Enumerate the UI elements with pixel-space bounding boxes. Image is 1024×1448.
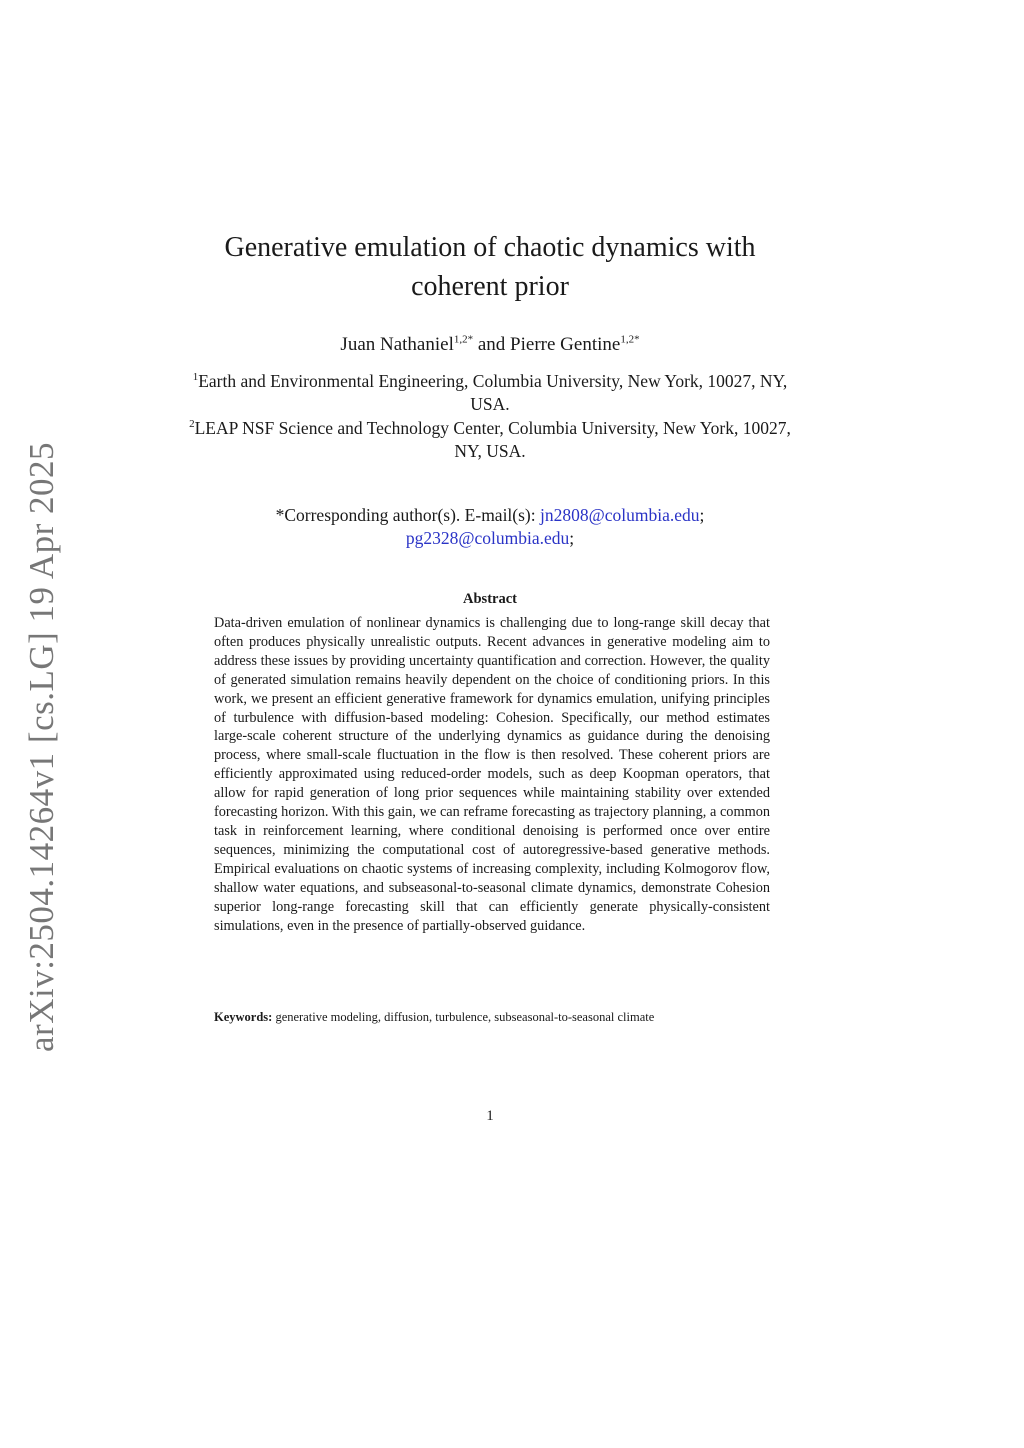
- corresponding-author: [180, 504, 800, 550]
- affiliation-mark: 2: [189, 418, 195, 431]
- author-name: Juan Nathaniel: [340, 334, 454, 355]
- abstract-heading: Abstract: [463, 591, 517, 607]
- abstract-body: Data-driven emulation of nonlinear dynamics is challenging due to long-range skill decay that often produces physically unrealistic outputs. Recent advances in generative modeling aim to address these issues by providing uncertainty quantification and correction. However, the quality of generated simulation remains heavily dependent on the choice of conditioning priors. In this work, we present an efficient generative framework for dynamics emulation, unifying principles of turbulence with diffusion-based modeling: Cohesion. Specifically, our method estimates large-scale coherent structure of the underlying dynamics as guidance during the denoising process, where small-scale fluctuation in the flow is then resolved. These coherent priors are efficiently approximated using reduced-order models, such as deep Koopman operators, that allow for rapid generation of long prior sequences while maintaining stability over extended forecasting horizon. With this gain, we can reframe forecasting as trajectory planning, a common task in reinforcement learning, where conditional denoising is performed once over entire sequences, minimizing the computational cost of autoregressive-based generative methods. Empirical evaluations on chaotic systems of increasing complexity, including Kolmogorov flow, shallow water equations, and subseasonal-to-seasonal climate dynamics, demonstrate Cohesion superior long-range forecasting skill that can efficiently generate physically-consistent simulations, even in the presence of partially-observed guidance.: [214, 615, 770, 934]
- affiliation-mark: 1: [192, 371, 199, 384]
- affiliation-1: [180, 370, 800, 416]
- author-affiliation-mark: 1,2*: [453, 333, 474, 346]
- keywords-label: Keywords:: [214, 1010, 273, 1024]
- author-name: Pierre Gentine: [510, 334, 621, 355]
- author-affiliation-mark: 1,2*: [620, 333, 640, 346]
- email-separator: ;: [569, 528, 575, 548]
- corresponding-prefix: *Corresponding author(s). E-mail(s):: [275, 505, 540, 525]
- email-link-2[interactable]: pg2328@columbia.edu: [405, 528, 570, 548]
- paper-title: Generative emulation of chaotic dynamics with coherent prior: [224, 232, 756, 302]
- arxiv-identifier: arXiv:2504.14264v1 [cs.LG] 19 Apr 2025: [22, 441, 61, 1052]
- author-connector: and: [473, 334, 511, 355]
- page-number: 1: [486, 1108, 494, 1124]
- affiliation-text: Earth and Environmental Engineering, Columbia University, New York, 10027, NY, USA.: [198, 371, 788, 414]
- keywords-text: generative modeling, diffusion, turbulence, subseasonal-to-seasonal climate: [272, 1010, 655, 1024]
- author-list: [180, 334, 800, 356]
- affiliation-2: [180, 417, 800, 463]
- keywords: [214, 1010, 774, 1025]
- affiliation-text: LEAP NSF Science and Technology Center, Columbia University, New York, 10027, NY, USA.: [194, 418, 791, 461]
- email-separator: ;: [699, 505, 705, 525]
- email-link-1[interactable]: jn2808@columbia.edu: [540, 505, 700, 525]
